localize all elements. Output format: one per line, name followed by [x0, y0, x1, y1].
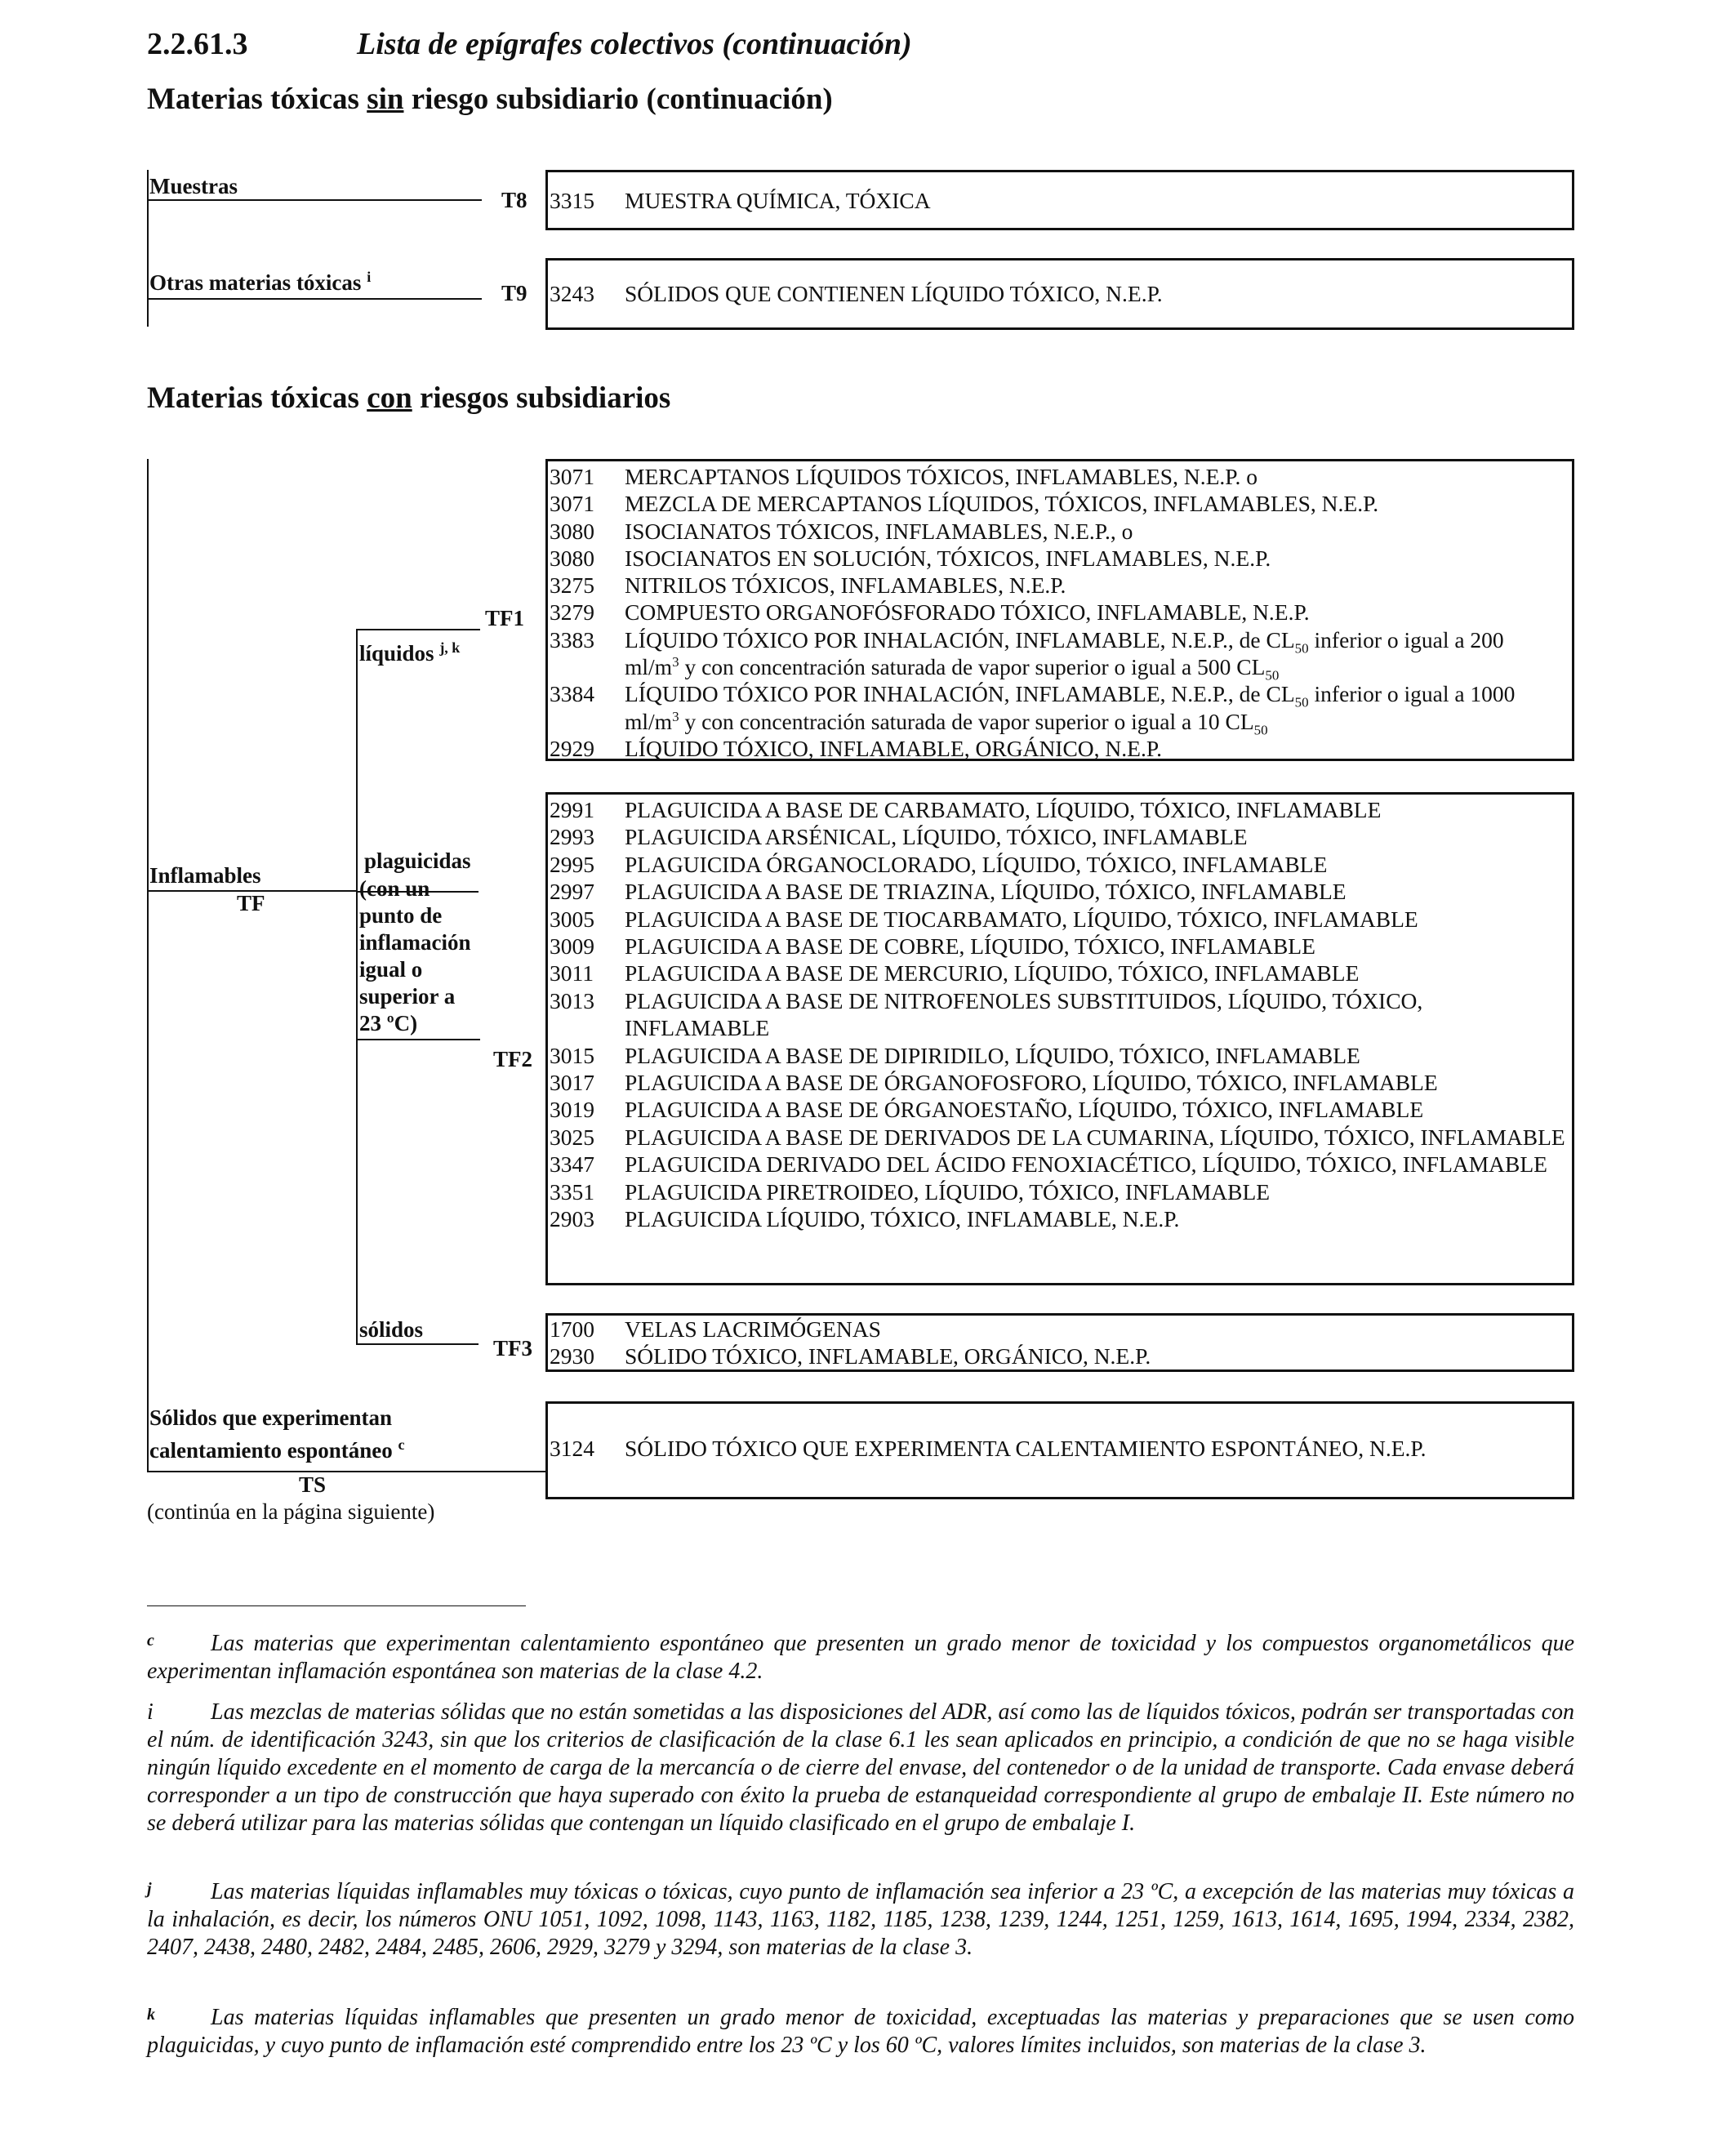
footnote-k	[147, 2004, 1574, 2060]
text-part: ml/m	[625, 708, 673, 734]
list-item	[548, 906, 1572, 933]
otras-label	[149, 269, 371, 296]
footnote-j	[147, 1878, 1574, 1962]
plaguicidas-label-5: igual o	[359, 957, 423, 982]
list-item	[548, 1435, 1572, 1462]
row-text	[625, 626, 1572, 684]
row-number: 3005	[550, 906, 594, 932]
row-number: 3025	[550, 1124, 594, 1150]
subscript: 50	[1265, 667, 1280, 684]
footnote-text: Las materias líquidas inflamables que presenten un grado menor de toxicidad, exceptuadas las materias y preparaciones que se usen como plaguicidas, y cuyo punto de inflamación esté comprendido entre los 23 ºC y los 60 ºC, valores límites incluidos, son materias de la clase 3.	[147, 2005, 1574, 2058]
footnote-text: Las materias líquidas inflamables muy tóxicas o tóxicas, cuyo punto de inflamación sea inferior a 23 ºC, a excepción de las materias muy tóxicas a la inhalación, es decir, los números ONU 1051, 1092, 1098, 1143, 1163, 1182, 1185, 1238, 1239, 1244, 1251, 1259, 1613, 1614, 1695, 1994, 2334, 2382, 2407, 2438, 2480, 2482, 2484, 2485, 2606, 2929, 3279 y 3294, son materias de la clase 3.	[147, 1879, 1574, 1960]
footnote-text: Las mezclas de materias sólidas que no están sometidas a las disposiciones del ADR, así como las de líquidos tóxicos, podrán ser transportadas con el núm. de identificación 3243, sin que los criterios de clasificación de la clase 6.1 les sean aplicados en principio, a condición de que no se haga visible ningún líquido excedente en el momento de carga de la mercancía o de cierre del envase, del contenedor o de la unidad de transporte. Cada envase deberá corresponder a un tipo de construcción que haya superado con éxito la prueba de estanqueidad correspondiente al grupo de embalaje II. Este número no se deberá utilizar para las materias sólidas que contengan un líquido clasificado en el grupo de embalaje I.	[147, 1699, 1574, 1836]
row-text: ISOCIANATOS TÓXICOS, INFLAMABLES, N.E.P., o	[625, 518, 1133, 544]
row-number: 1700	[550, 1316, 594, 1342]
row-text: MUESTRA QUÍMICA, TÓXICA	[625, 188, 931, 213]
text-part: ml/m	[625, 654, 673, 680]
footnote-mark: j	[147, 1880, 152, 1898]
row-text: PLAGUICIDA DERIVADO DEL ÁCIDO FENOXIACÉTICO, LÍQUIDO, TÓXICO, INFLAMABLE	[625, 1151, 1547, 1178]
subtitle-underlined: sin	[367, 82, 404, 116]
plaguicidas-label-7: 23 ºC)	[359, 1011, 418, 1035]
list-item	[548, 572, 1572, 599]
solidos-connector	[356, 1343, 479, 1345]
row-number: 3013	[550, 987, 594, 1013]
row-number: 2903	[550, 1206, 594, 1232]
row-text: PLAGUICIDA A BASE DE CARBAMATO, LÍQUIDO, TÓXICO, INFLAMABLE	[625, 797, 1382, 822]
inflamables-connector	[147, 890, 356, 892]
list-item	[548, 823, 1572, 850]
list-item	[548, 1151, 1572, 1178]
row-text: PLAGUICIDA A BASE DE COBRE, LÍQUIDO, TÓXICO, INFLAMABLE	[625, 933, 1315, 960]
list-item	[548, 960, 1572, 986]
tf-code: TF	[237, 891, 265, 915]
row-number: 3009	[550, 933, 594, 960]
ts-code: TS	[299, 1472, 327, 1497]
tf1-code: TF1	[485, 606, 525, 630]
liquidos-label	[359, 640, 460, 667]
list-item	[548, 1343, 1572, 1369]
liquidos-connector	[356, 629, 480, 630]
text-part: inferior o igual a 1000	[1308, 681, 1516, 707]
row-number: 2993	[550, 824, 594, 850]
t9-box	[545, 258, 1574, 330]
subtitle-post: riesgo subsidiario (continuación)	[403, 82, 833, 116]
ts-list	[548, 1435, 1572, 1462]
list-item	[548, 463, 1572, 490]
plaguicidas-label-3: punto de	[359, 903, 443, 928]
liquidos-footnote-mark: j, k	[439, 639, 461, 656]
footnote-separator	[147, 1605, 526, 1606]
row-text: MERCAPTANOS LÍQUIDOS TÓXICOS, INFLAMABLES, N.E.P. o	[625, 464, 1257, 489]
row-text: PLAGUICIDA A BASE DE ÓRGANOESTAÑO, LÍQUIDO, TÓXICO, INFLAMABLE	[625, 1097, 1424, 1123]
row-number: 3071	[550, 464, 594, 489]
tf3-list	[548, 1316, 1572, 1370]
text-part: y con concentración saturada de vapor superior o igual a 10 CL	[679, 708, 1254, 734]
tf3-box	[545, 1313, 1574, 1372]
text-part: LÍQUIDO TÓXICO POR INHALACIÓN, INFLAMABLE, N.E.P., de CL	[625, 681, 1295, 707]
row-number: 3124	[550, 1436, 594, 1461]
row-number: 3383	[550, 626, 594, 652]
row-number: 3080	[550, 518, 594, 544]
row-number: 2929	[550, 735, 594, 761]
footnote-i	[147, 1699, 1574, 1837]
list-item	[548, 1316, 1572, 1343]
list-item	[548, 987, 1572, 1042]
tf3-code: TF3	[493, 1336, 533, 1361]
row-number: 3019	[550, 1097, 594, 1123]
row-number: 2995	[550, 851, 594, 877]
row-text: PLAGUICIDA A BASE DE DERIVADOS DE LA CUMARINA, LÍQUIDO, TÓXICO, INFLAMABLE	[625, 1124, 1565, 1150]
row-number: 3279	[550, 599, 594, 626]
subscript: 50	[1294, 640, 1309, 657]
heading2-pre: Materias tóxicas	[147, 381, 367, 415]
ts-label-text: calentamiento espontáneo	[149, 1438, 393, 1463]
tf1-rows	[548, 463, 1572, 626]
row-number: 2997	[550, 879, 594, 905]
plaguicidas-label-2: (con un	[359, 876, 430, 901]
footnote-mark: c	[147, 1632, 154, 1650]
solidos-label: sólidos	[359, 1317, 424, 1342]
section-number: 2.2.61.3	[147, 27, 248, 61]
row-text: MEZCLA DE MERCAPTANOS LÍQUIDOS, TÓXICOS, INFLAMABLES, N.E.P.	[625, 491, 1379, 517]
list-item	[548, 1096, 1572, 1123]
list-item	[548, 1178, 1572, 1205]
superscript: 3	[672, 708, 679, 724]
section-title-text: Lista de epígrafes colectivos (continuación)	[357, 27, 912, 61]
row-text: NITRILOS TÓXICOS, INFLAMABLES, N.E.P.	[625, 572, 1066, 599]
list-item	[548, 187, 1572, 214]
row-text: COMPUESTO ORGANOFÓSFORADO TÓXICO, INFLAMABLE, N.E.P.	[625, 599, 1310, 626]
subtitle-pre: Materias tóxicas	[147, 82, 367, 116]
t9-list	[548, 280, 1572, 307]
row-number: 2930	[550, 1343, 594, 1369]
list-item	[548, 796, 1572, 823]
row-number: 3011	[550, 960, 594, 986]
row-number: 3071	[550, 491, 594, 517]
text-part: y con concentración saturada de vapor superior o igual a 500 CL	[679, 654, 1266, 680]
subtitle-sin	[147, 82, 833, 117]
list-item	[548, 280, 1572, 307]
row-text: PLAGUICIDA A BASE DE ÓRGANOFOSFORO, LÍQUIDO, TÓXICO, INFLAMABLE	[625, 1070, 1438, 1096]
row-number: 3351	[550, 1178, 594, 1205]
row-text: SÓLIDO TÓXICO QUE EXPERIMENTA CALENTAMIENTO ESPONTÁNEO, N.E.P.	[625, 1436, 1427, 1461]
list-item	[548, 518, 1572, 545]
row-text: PLAGUICIDA A BASE DE NITROFENOLES SUBSTITUIDOS, LÍQUIDO, TÓXICO, INFLAMABLE	[625, 987, 1423, 1041]
ts-label-2	[149, 1437, 404, 1464]
plaguicidas-label-4: inflamación	[359, 930, 471, 955]
superscript: 3	[672, 653, 679, 670]
muestras-connector	[147, 199, 482, 201]
subscript: 50	[1253, 722, 1268, 738]
ts-footnote-mark: c	[398, 1436, 405, 1453]
liquidos-label-text: líquidos	[359, 641, 434, 666]
list-item	[548, 933, 1572, 960]
tf2-list	[548, 796, 1572, 1233]
text-part: inferior o igual a 200	[1308, 626, 1504, 652]
list-item	[548, 1069, 1572, 1096]
tf2-box	[545, 792, 1574, 1285]
row-number: 3080	[550, 545, 594, 571]
list-item	[548, 1124, 1572, 1151]
t8-code: T8	[501, 188, 527, 212]
ts-connector	[147, 1471, 545, 1472]
otras-label-text: Otras materias tóxicas	[149, 270, 362, 295]
row-text: SÓLIDOS QUE CONTIENEN LÍQUIDO TÓXICO, N.E.P.	[625, 281, 1163, 306]
row-number: 3017	[550, 1070, 594, 1096]
text-part: LÍQUIDO TÓXICO POR INHALACIÓN, INFLAMABLE, N.E.P., de CL	[625, 626, 1295, 652]
list-item	[548, 599, 1572, 626]
inflamables-sub-bracket	[356, 629, 358, 1344]
t9-code: T9	[501, 281, 527, 305]
ts-label-1: Sólidos que experimentan	[149, 1405, 393, 1430]
plaguicidas-underline	[356, 1039, 480, 1040]
list-item	[548, 1042, 1572, 1069]
heading2-underlined: con	[367, 381, 412, 415]
row-text: PLAGUICIDA A BASE DE MERCURIO, LÍQUIDO, TÓXICO, INFLAMABLE	[625, 960, 1360, 986]
footnote-mark: i	[147, 1699, 154, 1725]
row-text: PLAGUICIDA A BASE DE DIPIRIDILO, LÍQUIDO, TÓXICO, INFLAMABLE	[625, 1042, 1360, 1068]
row-text: VELAS LACRIMÓGENAS	[625, 1316, 881, 1342]
continues-note: (continúa en la página siguiente)	[147, 1499, 435, 1524]
tf1-row-2929	[548, 735, 1572, 762]
muestras-label: Muestras	[149, 174, 238, 198]
row-number: 3243	[550, 281, 594, 306]
tf1-box	[545, 459, 1574, 761]
list-item	[548, 1205, 1572, 1232]
row-number: 3315	[550, 188, 594, 213]
row-text: LÍQUIDO TÓXICO, INFLAMABLE, ORGÁNICO, N.E.P.	[625, 735, 1162, 761]
row-number: 3015	[550, 1042, 594, 1068]
row-text: PLAGUICIDA PIRETROIDEO, LÍQUIDO, TÓXICO, INFLAMABLE	[625, 1178, 1271, 1205]
group1-bracket	[147, 170, 149, 327]
otras-connector	[147, 298, 482, 300]
t8-list	[548, 187, 1572, 214]
tf1-row-3383	[548, 626, 1572, 684]
row-number: 3275	[550, 572, 594, 599]
row-text: ISOCIANATOS EN SOLUCIÓN, TÓXICOS, INFLAMABLES, N.E.P.	[625, 545, 1271, 571]
plaguicidas-label-6: superior a	[359, 984, 456, 1009]
footnote-mark: k	[147, 2006, 155, 2024]
row-text: SÓLIDO TÓXICO, INFLAMABLE, ORGÁNICO, N.E.P.	[625, 1343, 1151, 1369]
row-text: PLAGUICIDA LÍQUIDO, TÓXICO, INFLAMABLE, N.E.P.	[625, 1206, 1180, 1232]
list-item	[548, 851, 1572, 878]
t8-box	[545, 170, 1574, 230]
row-number: 3347	[550, 1151, 594, 1178]
footnote-text: Las materias que experimentan calentamiento espontáneo que presenten un grado menor de toxicidad y los compuestos organometálicos que experimentan inflamación espontánea son materias de la clase 4.2.	[147, 1631, 1574, 1684]
footnote-c	[147, 1630, 1574, 1686]
ts-box	[545, 1401, 1574, 1499]
row-text: PLAGUICIDA A BASE DE TRIAZINA, LÍQUIDO, TÓXICO, INFLAMABLE	[625, 879, 1347, 905]
row-text	[625, 680, 1572, 738]
row-text: PLAGUICIDA ÓRGANOCLORADO, LÍQUIDO, TÓXICO, INFLAMABLE	[625, 851, 1328, 877]
row-number: 3384	[550, 681, 594, 707]
row-text: PLAGUICIDA A BASE DE TIOCARBAMATO, LÍQUIDO, TÓXICO, INFLAMABLE	[625, 906, 1418, 932]
group2-main-bracket	[147, 459, 149, 1472]
subscript: 50	[1294, 694, 1309, 710]
heading-con	[147, 381, 670, 416]
list-item	[548, 545, 1572, 572]
list-item	[548, 878, 1572, 905]
tf1-row-3384	[548, 680, 1572, 738]
tf2-code: TF2	[493, 1047, 533, 1071]
otras-footnote-mark: i	[367, 269, 372, 285]
plaguicidas-label-1: plaguicidas	[364, 848, 471, 873]
list-item	[548, 490, 1572, 517]
row-number: 2991	[550, 797, 594, 822]
tf1-list	[548, 463, 1572, 762]
heading2-post: riesgos subsidiarios	[412, 381, 671, 415]
section-title	[357, 26, 912, 62]
row-text: PLAGUICIDA ARSÉNICAL, LÍQUIDO, TÓXICO, INFLAMABLE	[625, 824, 1248, 850]
inflamables-label: Inflamables	[149, 863, 261, 888]
